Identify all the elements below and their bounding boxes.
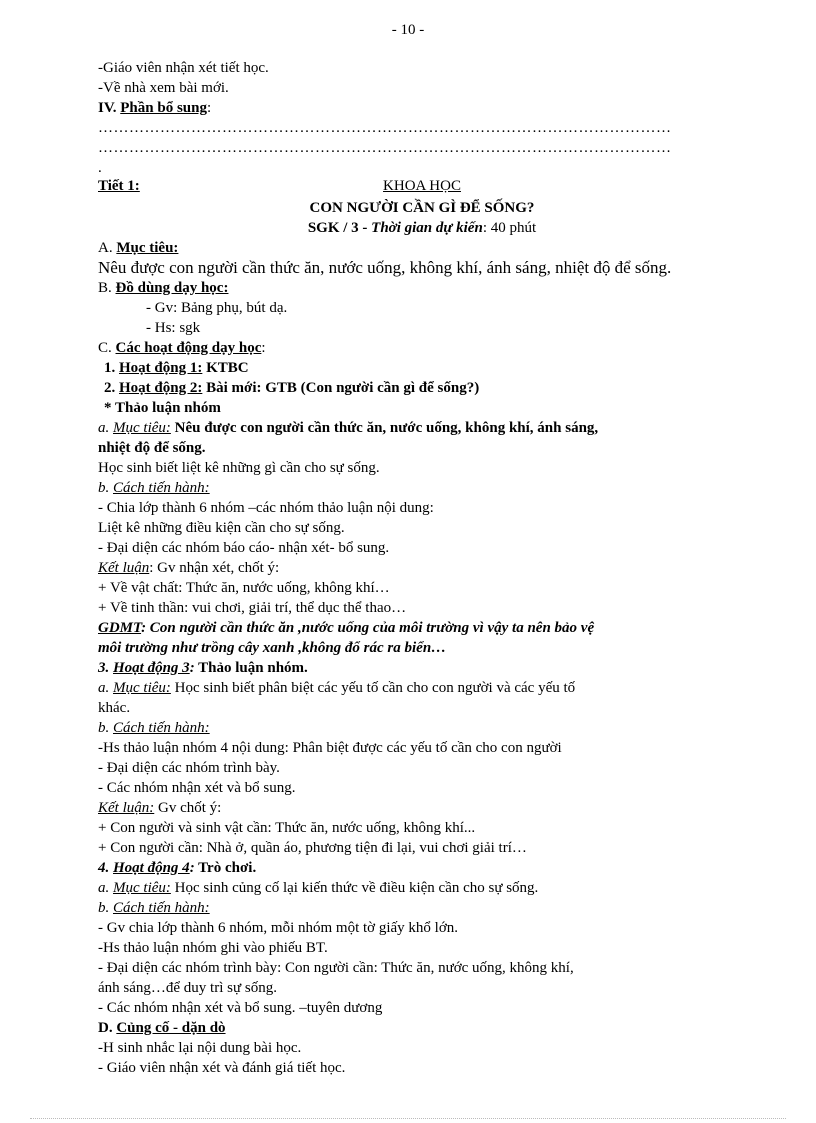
lesson-sgk: SGK / 3 - Thời gian dự kiến: 40 phút bbox=[307, 220, 537, 236]
activity-4-step-2: -Hs thảo luận nhóm ghi vào phiếu BT. bbox=[98, 940, 328, 956]
activity-2: 2. Hoạt động 2: Bài mới: GTB (Con người cần gì để sống?) bbox=[104, 380, 480, 396]
lesson-label: Tiết 1: bbox=[98, 178, 140, 194]
activity-4-step-1: - Gv chia lớp thành 6 nhóm, mỗi nhóm một tờ giấy khổ lớn. bbox=[98, 920, 459, 936]
activity-3-conclusion: Kết luận: Gv chốt ý: bbox=[98, 800, 222, 816]
document-body bbox=[98, 58, 746, 1078]
section-d-line-2: - Giáo viên nhận xét và đánh giá tiết học. bbox=[98, 1060, 346, 1076]
activity-3-conclusion-1: + Con người và sinh vật cần: Thức ăn, nước uống, không khí... bbox=[98, 820, 476, 836]
activity-3-procedure-heading: b. Cách tiến hành: bbox=[98, 720, 210, 736]
activity-2-group: * Thảo luận nhóm bbox=[104, 400, 221, 416]
activity-3: 3. Hoạt động 3: Thảo luận nhóm. bbox=[98, 660, 308, 676]
lesson-header bbox=[98, 178, 746, 198]
activity-2-objective: a. Mục tiêu: Nêu được con người cần thức ăn, nước uống, không khí, ánh sáng, bbox=[98, 420, 599, 436]
subject-title: KHOA HỌC bbox=[383, 178, 461, 194]
activity-4-procedure-heading: b. Cách tiến hành: bbox=[98, 900, 210, 916]
page-bottom-divider bbox=[30, 1118, 786, 1119]
activity-3-step-3: - Các nhóm nhận xét và bổ sung. bbox=[98, 780, 296, 796]
activity-3-step-2: - Đại diện các nhóm trình bày. bbox=[98, 760, 280, 776]
activity-3-step-1: -Hs thảo luận nhóm 4 nội dung: Phân biệt được các yếu tố cần cho con người bbox=[98, 740, 562, 756]
section-c-heading: C. Các hoạt động dạy học: bbox=[98, 340, 266, 356]
activity-4-step-3: - Đại diện các nhóm trình bày: Con người cần: Thức ăn, nước uống, không khí, bbox=[98, 960, 574, 976]
lesson-title: CON NGƯỜI CẦN GÌ ĐỂ SỐNG? bbox=[309, 200, 535, 216]
activity-1: 1. Hoạt động 1: KTBC bbox=[104, 360, 249, 376]
activity-2-step-3: - Đại diện các nhóm báo cáo- nhận xét- bổ sung. bbox=[98, 540, 390, 556]
activity-2-step-1: - Chia lớp thành 6 nhóm –các nhóm thảo luận nội dung: bbox=[98, 500, 434, 516]
closing-line-1: -Giáo viên nhận xét tiết học. bbox=[98, 60, 269, 76]
activity-2-conclusion-2: + Về tinh thần: vui chơi, giải trí, thể dục thể thao… bbox=[98, 600, 407, 616]
closing-line-2: -Về nhà xem bài mới. bbox=[98, 80, 229, 96]
section-b-item-2: - Hs: sgk bbox=[146, 320, 201, 336]
section-iv-heading: IV. Phần bổ sung: bbox=[98, 100, 212, 116]
dotted-line-3: . bbox=[98, 160, 102, 176]
dotted-line-1: ………………………………………………………………………………………………… bbox=[98, 120, 672, 136]
page-number: - 10 - bbox=[391, 22, 425, 38]
gdmt-note-cont: môi trường như trồng cây xanh ,không đổ rác ra biển… bbox=[98, 640, 447, 656]
activity-2-procedure-heading: b. Cách tiến hành: bbox=[98, 480, 210, 496]
section-b-item-1: - Gv: Bảng phụ, bút dạ. bbox=[146, 300, 288, 316]
section-d-heading: D. Củng cố - dặn dò bbox=[98, 1020, 226, 1036]
section-b-heading: B. Đồ dùng dạy học: bbox=[98, 280, 229, 296]
dotted-line-2: ………………………………………………………………………………………………… bbox=[98, 140, 672, 156]
section-a-heading: A. Mục tiêu: bbox=[98, 240, 179, 256]
activity-4: 4. Hoạt động 4: Trò chơi. bbox=[98, 860, 257, 876]
activity-2-step-2: Liệt kê những điều kiện cần cho sự sống. bbox=[98, 520, 345, 536]
activity-2-objective-2: Học sinh biết liệt kê những gì cần cho sự sống. bbox=[98, 460, 380, 476]
activity-3-objective-cont: khác. bbox=[98, 700, 131, 716]
activity-3-objective: a. Mục tiêu: Học sinh biết phân biệt các yếu tố cần cho con người và các yếu tố bbox=[98, 680, 576, 696]
activity-4-step-3-cont: ánh sáng…để duy trì sự sống. bbox=[98, 980, 277, 996]
section-a-text: Nêu được con người cần thức ăn, nước uống, không khí, ánh sáng, nhiệt độ để sống. bbox=[98, 258, 672, 277]
activity-4-step-4: - Các nhóm nhận xét và bổ sung. –tuyên dương bbox=[98, 1000, 383, 1016]
section-d-line-1: -H sinh nhắc lại nội dung bài học. bbox=[98, 1040, 302, 1056]
activity-4-objective: a. Mục tiêu: Học sinh củng cố lại kiến thức về điều kiện cần cho sự sống. bbox=[98, 880, 539, 896]
gdmt-note: GDMT: Con người cần thức ăn ,nước uống của môi trường vì vậy ta nên bảo vệ bbox=[98, 620, 595, 636]
activity-2-objective-cont: nhiệt độ để sống. bbox=[98, 440, 206, 456]
activity-2-conclusion: Kết luận: Gv nhận xét, chốt ý: bbox=[98, 560, 280, 576]
activity-3-conclusion-2: + Con người cần: Nhà ở, quần áo, phương tiện đi lại, vui chơi giải trí… bbox=[98, 840, 527, 856]
activity-2-conclusion-1: + Về vật chất: Thức ăn, nước uống, không khí… bbox=[98, 580, 390, 596]
